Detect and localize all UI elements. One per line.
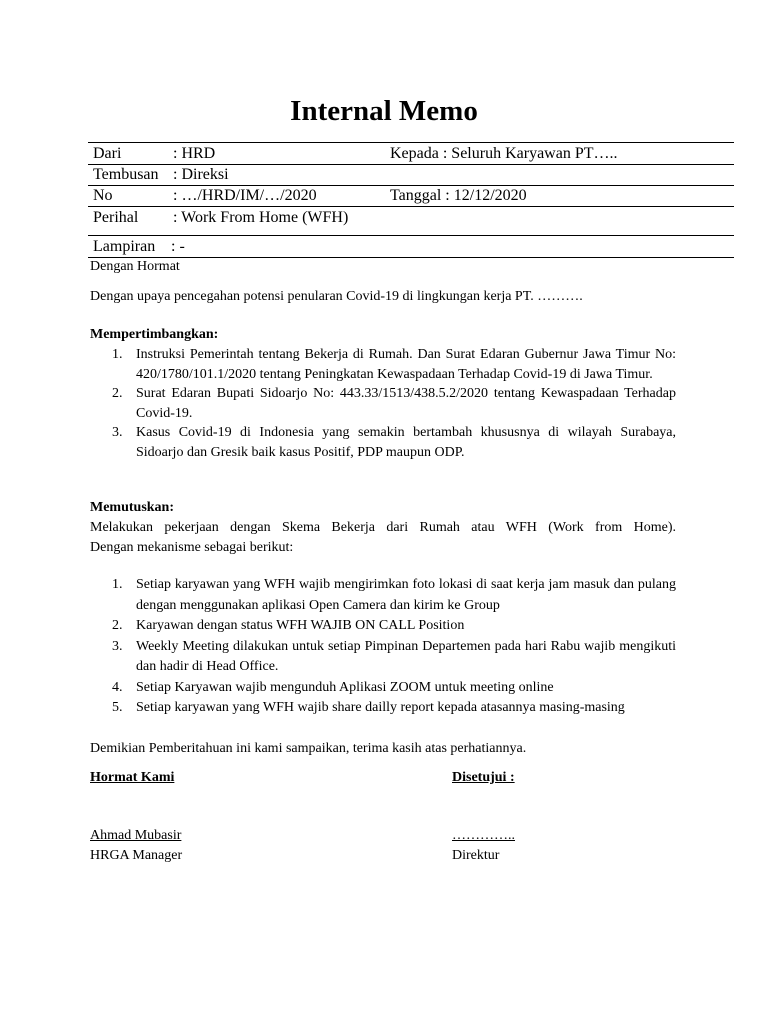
right-signature-title: Direktur (452, 848, 500, 863)
list-item (90, 637, 676, 678)
list-item-text: Instruksi Pemerintah tentang Bekerja di Rumah. Dan Surat Edaran Gubernur Jawa Timur No: 420/1780/101.1/2020 tentang Peningkatan Kewaspadaan Terhadap Covid-19 di Jawa Timur. (136, 347, 676, 382)
dari-label: Dari (93, 145, 122, 162)
kepada-text: Kepada : Seluruh Karyawan PT….. (390, 145, 618, 162)
memo-title: Internal Memo (290, 95, 478, 127)
left-signature-heading: Hormat Kami (90, 770, 175, 785)
mechanism-list (90, 575, 676, 719)
no-label: No (93, 187, 113, 204)
tanggal-text: Tanggal : 12/12/2020 (390, 187, 527, 204)
list-item-number: 2. (112, 386, 123, 401)
header-row-tembusan (93, 164, 733, 186)
salutation: Dengan Hormat (90, 259, 180, 274)
list-item-number: 1. (112, 347, 123, 362)
list-item (90, 575, 676, 616)
header-row-perihal (93, 207, 733, 229)
dari-value: : HRD (173, 145, 216, 162)
list-item-number: 2. (112, 618, 123, 633)
list-item-number: 3. (112, 638, 123, 654)
lampiran-label: Lampiran (93, 238, 156, 255)
list-item (90, 678, 676, 699)
no-value: : …/HRD/IM/…/2020 (173, 187, 317, 204)
list-item-text: Surat Edaran Bupati Sidoarjo No: 443.33/1513/438.5.2/2020 tentang Kewaspadaan Terhadap Covid-19. (136, 386, 676, 421)
list-item (90, 616, 676, 637)
list-item (90, 698, 676, 719)
list-item-number: 1. (112, 577, 123, 592)
list-item-text: Weekly Meeting dilakukan untuk setiap Pimpinan Departemen pada hari Rabu wajib mengikuti dan hadir di Head Office. (136, 638, 676, 674)
right-signature-heading: Disetujui : (452, 770, 515, 785)
considering-heading: Mempertimbangkan: (90, 327, 219, 342)
left-signature-title: HRGA Manager (90, 848, 183, 863)
deciding-heading: Memutuskan: (90, 500, 175, 515)
closing-paragraph: Demikian Pemberitahuan ini kami sampaikan, terima kasih atas perhatiannya. (90, 741, 527, 756)
intro-paragraph: Dengan upaya pencegahan potensi penularan Covid-19 di lingkungan kerja PT. ………. (90, 289, 583, 304)
tembusan-value: : Direksi (173, 166, 229, 183)
perihal-value: : Work From Home (WFH) (173, 209, 349, 226)
list-item-number: 4. (112, 679, 123, 695)
list-item (90, 345, 676, 384)
list-item-number: 5. (112, 700, 123, 715)
deciding-line-2: Dengan mekanisme sebagai berikut: (90, 540, 294, 555)
list-item-text: Karyawan dengan status WFH WAJIB ON CALL Position (136, 618, 465, 633)
tembusan-label: Tembusan (93, 166, 159, 183)
right-signature-name: ………….. (452, 828, 515, 843)
list-item (90, 384, 676, 423)
left-signature-name: Ahmad Mubasir (90, 828, 182, 843)
list-item-text: Setiap karyawan yang WFH wajib mengirimkan foto lokasi di saat kerja jam masuk dan pulang dengan menggunakan aplikasi Open Camera dan kirim ke Group (136, 577, 676, 613)
list-item-text: Setiap karyawan yang WFH wajib share dailly report kepada atasannya masing-masing (136, 700, 625, 715)
lampiran-value: : - (171, 238, 185, 255)
list-item (90, 423, 676, 462)
list-item-number: 3. (112, 425, 123, 440)
header-row-no (93, 185, 733, 207)
considering-list (90, 345, 676, 462)
perihal-label: Perihal (93, 209, 139, 226)
header-row-dari (93, 143, 733, 165)
list-item-text: Kasus Covid-19 di Indonesia yang semakin bertambah khususnya di wilayah Surabaya, Sidoarjo dan Gresik baik kasus Positif, PDP maupun ODP. (136, 425, 676, 460)
deciding-line-1: Melakukan pekerjaan dengan Skema Bekerja dari Rumah atau WFH (Work from Home). (90, 520, 676, 535)
header-row-lampiran (93, 236, 733, 258)
list-item-text: Setiap Karyawan wajib mengunduh Aplikasi ZOOM untuk meeting online (136, 679, 554, 695)
